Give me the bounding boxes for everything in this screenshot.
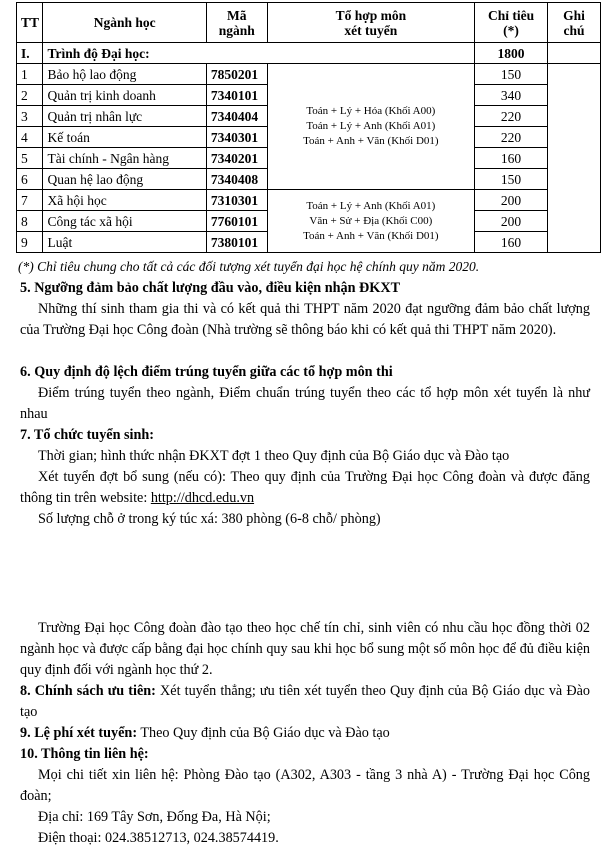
section-5 — [20, 278, 590, 341]
combination-group-1 — [267, 64, 475, 190]
section-6-body: Điểm trúng tuyển theo ngành, Điểm chuẩn trúng tuyển theo các tổ hợp môn xét tuyển là như nhau — [20, 385, 590, 422]
section-9-heading: 9. Lệ phí xét tuyển: — [20, 725, 138, 741]
table-row — [17, 64, 601, 85]
section-note — [547, 43, 600, 64]
row-tt: 2 — [17, 85, 43, 106]
combination-item: Toán + Anh + Văn (Khối D01) — [303, 229, 439, 242]
row-major: Quan hệ lao động — [43, 169, 206, 190]
section-8-body: Xét tuyển thẳng; ưu tiên xét tuyển theo Quy định của Bộ Giáo dục và Đào tạo — [20, 683, 590, 720]
website-link[interactable]: http://dhcd.edu.vn — [150, 490, 255, 506]
row-major: Quản trị nhân lực — [43, 106, 206, 127]
row-quota: 340 — [475, 85, 548, 106]
header-code-line2: ngành — [218, 22, 255, 38]
row-major: Xã hội học — [43, 190, 206, 211]
header-combination-line2: xét tuyển — [344, 22, 398, 38]
row-major: Kế toán — [43, 127, 206, 148]
section-quota: 1800 — [475, 43, 548, 64]
header-code — [206, 3, 267, 43]
row-tt: 9 — [17, 232, 43, 253]
section-7 — [20, 425, 590, 530]
table-header-row — [17, 3, 601, 43]
section-9-body: Theo Quy định của Bộ Giáo dục và Đào tạo — [137, 725, 390, 741]
header-major: Ngành học — [43, 3, 206, 43]
address-line: Địa chỉ: 169 Tây Sơn, Đống Đa, Hà Nội; — [38, 809, 271, 825]
row-major: Bảo hộ lao động — [43, 64, 206, 85]
section-7-line-3: Số lượng chỗ ở trong ký túc xá: 380 phòng (6-8 chỗ/ phòng) — [38, 511, 381, 527]
header-quota-line1: Chỉ tiêu — [487, 7, 535, 23]
row-code: 7310301 — [206, 190, 267, 211]
row-tt: 5 — [17, 148, 43, 169]
combination-group-2 — [267, 190, 475, 253]
header-note-line1: Ghi — [563, 7, 585, 23]
row-code: 7340101 — [206, 85, 267, 106]
section-5-heading: 5. Ngưỡng đảm bảo chất lượng đầu vào, điều kiện nhận ĐKXT — [20, 280, 401, 296]
section-10 — [20, 744, 590, 849]
row-code: 7340301 — [206, 127, 267, 148]
section-7-line-2-text: Xét tuyển đợt bổ sung (nếu có): Theo quy định của Trường Đại học Công đoàn và được đăng thông tin trên website: — [20, 469, 590, 506]
header-tt: TT — [17, 3, 43, 43]
section-label: Trình độ Đại học: — [43, 43, 475, 64]
section-7-line-2 — [20, 467, 590, 509]
row-quota: 150 — [475, 169, 548, 190]
section-8-line — [20, 681, 590, 723]
row-quota: 200 — [475, 211, 548, 232]
row-tt: 3 — [17, 106, 43, 127]
row-quota: 220 — [475, 106, 548, 127]
row-quota: 220 — [475, 127, 548, 148]
combination-item: Toán + Lý + Hóa (Khối A00) — [306, 105, 436, 117]
section-8-heading: 8. Chính sách ưu tiên: — [20, 683, 156, 699]
row-code: 7340404 — [206, 106, 267, 127]
header-combination-line1: Tổ hợp môn — [335, 7, 407, 23]
row-tt: 6 — [17, 169, 43, 190]
credit-paragraph — [20, 618, 590, 681]
row-tt: 4 — [17, 127, 43, 148]
section-9 — [20, 723, 590, 744]
table-row — [17, 190, 601, 211]
header-code-line1: Mã — [226, 7, 247, 23]
credit-paragraph-text: Trường Đại học Công đoàn đào tạo theo học chế tín chỉ, sinh viên có nhu cầu học đồng thời 02 ngành học và được cấp bằng đại học chính quy sau khi học bổ sung một số môn học để đủ điều kiện quy định đối với ngành học thứ 2. — [20, 620, 590, 678]
header-quota — [475, 3, 548, 43]
row-code: 7340201 — [206, 148, 267, 169]
contact-line: Mọi chi tiết xin liên hệ: Phòng Đào tạo (A302, A303 - tầng 3 nhà A) - Trường Đại học Công đoàn; — [20, 767, 590, 804]
header-note-line2: chú — [563, 22, 585, 38]
header-note — [547, 3, 600, 43]
phone-line: Điện thoại: 024.38512713, 024.38574419. — [38, 830, 279, 846]
row-code: 7850201 — [206, 64, 267, 85]
section-10-heading: 10. Thông tin liên hệ: — [20, 746, 149, 762]
row-major: Công tác xã hội — [43, 211, 206, 232]
row-quota: 160 — [475, 232, 548, 253]
section-7-line-1: Thời gian; hình thức nhận ĐKXT đợt 1 theo Quy định của Bộ Giáo dục và Đào tạo — [38, 448, 510, 464]
combination-item: Toán + Anh + Văn (Khối D01) — [303, 135, 439, 147]
note-cell — [547, 64, 600, 253]
section-6 — [20, 362, 590, 425]
table-footnote: (*) Chỉ tiêu chung cho tất cả các đối tượng xét tuyển đại học hệ chính quy năm 2020. — [18, 259, 480, 274]
row-code: 7760101 — [206, 211, 267, 232]
section-6-heading: 6. Quy định độ lệch điểm trúng tuyển giữa các tổ hợp môn thi — [20, 364, 393, 380]
section-row — [17, 43, 601, 64]
combination-item: Toán + Lý + Anh (Khối A01) — [306, 199, 436, 212]
row-major: Quản trị kinh doanh — [43, 85, 206, 106]
combination-item: Văn + Sử + Địa (Khối C00) — [309, 214, 433, 227]
row-code: 7380101 — [206, 232, 267, 253]
row-code: 7340408 — [206, 169, 267, 190]
row-major: Tài chính - Ngân hàng — [43, 148, 206, 169]
row-quota: 150 — [475, 64, 548, 85]
row-tt: 8 — [17, 211, 43, 232]
section-5-body: Những thí sinh tham gia thi và có kết quả thi THPT năm 2020 đạt ngưỡng đảm bảo chất lượng của Trường Đại học Công đoàn (Nhà trường sẽ thông báo khi có kết quả thi THPT năm 2020). — [20, 301, 590, 338]
row-tt: 7 — [17, 190, 43, 211]
admission-quota-table — [16, 2, 601, 253]
section-8 — [20, 681, 590, 723]
row-quota: 160 — [475, 148, 548, 169]
header-combination — [267, 3, 475, 43]
section-tt: I. — [17, 43, 43, 64]
header-quota-line2: (*) — [503, 22, 519, 38]
combination-item: Toán + Lý + Anh (Khối A01) — [306, 120, 436, 132]
row-major: Luật — [43, 232, 206, 253]
section-9-line — [20, 723, 590, 744]
row-quota: 200 — [475, 190, 548, 211]
section-7-heading: 7. Tổ chức tuyển sinh: — [20, 427, 154, 443]
row-tt: 1 — [17, 64, 43, 85]
